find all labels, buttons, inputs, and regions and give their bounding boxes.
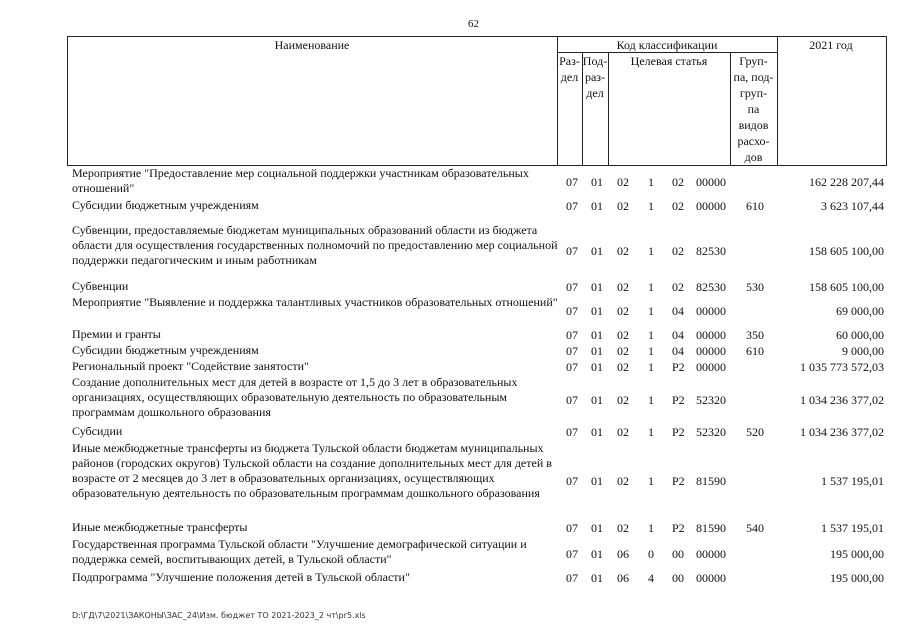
table-row [0,198,905,214]
table-row [0,375,905,424]
row-code-t2: 1 [648,244,654,258]
row-amount: 60 000,00 [836,328,884,342]
row-name: Подпрограмма "Улучшение положения детей в Тульской области" [72,570,410,584]
file-path-footer: D:\ГД\7\2021\ЗАКОНЫ\ЗАС_24\Изм. бюджет ТО 2021-2023_2 чт\pr5.xls [72,611,366,620]
row-code-t4: 00000 [696,175,726,189]
row-code-t2: 1 [648,280,654,294]
table-row [0,537,905,570]
row-code-rz: 07 [566,547,578,561]
header-section-line: Раз- [559,54,580,68]
row-code-t4: 00000 [696,571,726,585]
table-row [0,441,905,520]
row-amount: 1 034 236 377,02 [800,425,884,439]
table-row [0,520,905,536]
row-code-t2: 0 [648,547,654,561]
row-code-rz: 07 [566,328,578,342]
row-code-t3: 04 [672,328,684,342]
row-amount: 69 000,00 [836,304,884,318]
row-code-pr: 01 [591,360,603,374]
header-group-line: груп- [739,86,768,100]
header-group-line: па, под- [733,70,774,84]
row-code-t1: 02 [617,280,629,294]
row-name: Субсидии [72,424,123,438]
row-code-t4: 00000 [696,547,726,561]
row-code-t1: 02 [617,393,629,407]
row-code-t4: 00000 [696,304,726,318]
row-amount: 3 623 107,44 [821,199,884,213]
row-code-t2: 1 [648,304,654,318]
row-name: Иные межбюджетные трансферты [72,520,248,534]
row-code-t4: 00000 [696,328,726,342]
row-amount: 195 000,00 [830,547,884,561]
row-code-t1: 02 [617,521,629,535]
row-code-t3: 02 [672,280,684,294]
header-target: Целевая статья [630,54,708,68]
row-code-vr: 350 [746,328,764,342]
row-code-pr: 01 [591,304,603,318]
row-code-rz: 07 [566,304,578,318]
row-code-t1: 02 [617,244,629,258]
row-code-t2: 1 [648,425,654,439]
row-amount: 162 228 207,44 [809,175,884,189]
row-amount: 9 000,00 [842,344,884,358]
row-code-t3: P2 [672,521,685,535]
row-name: Государственная программа Тульской области "Улучшение демографической ситуации и поддержка семей, воспитывающих детей, в Тульской области" [72,537,527,566]
row-code-t4: 52320 [696,425,726,439]
row-code-t3: P2 [672,425,685,439]
row-name: Субвенции [72,279,129,293]
row-code-t2: 1 [648,328,654,342]
row-code-rz: 07 [566,474,578,488]
row-name: Иные межбюджетные трансферты из бюджета Тульской области бюджетам муниципальных районов (городских округов) Тульской области на создание дополнительных мест для детей в возрасте от 2 месяцев до 3 лет в образовательных организациях, осуществляющих образовательную деятельность по образовательным программам дошкольного образования [72,441,552,500]
row-code-vr: 540 [746,521,764,535]
row-code-t4: 82530 [696,280,726,294]
row-code-rz: 07 [566,393,578,407]
row-code-t3: P2 [672,474,685,488]
row-code-rz: 07 [566,425,578,439]
header-subsection-line: Под- [582,54,608,68]
row-code-vr: 520 [746,425,764,439]
table-row [0,327,905,343]
header-group-line: Груп- [739,54,768,68]
row-amount: 1 035 773 572,03 [800,360,884,374]
row-code-t3: P2 [672,393,685,407]
row-code-t2: 1 [648,175,654,189]
row-code-vr: 530 [746,280,764,294]
column-divider [777,36,778,165]
row-code-t2: 1 [648,360,654,374]
header-section-line: дел [560,70,579,84]
row-code-pr: 01 [591,393,603,407]
row-code-t1: 06 [617,571,629,585]
row-code-vr: 610 [746,199,764,213]
table-row [0,295,905,327]
row-code-pr: 01 [591,571,603,585]
row-name: Мероприятие "Выявление и поддержка талантливых участников образовательных отношений" [72,295,558,309]
row-code-t4: 81590 [696,521,726,535]
row-code-t4: 82530 [696,244,726,258]
row-code-t2: 1 [648,344,654,358]
row-code-t3: 02 [672,175,684,189]
row-code-rz: 07 [566,571,578,585]
row-code-t3: P2 [672,360,685,374]
row-code-rz: 07 [566,280,578,294]
row-amount: 158 605 100,00 [809,280,884,294]
page-number: 62 [468,18,479,30]
row-code-t2: 1 [648,199,654,213]
header-group-line: видов [738,118,769,132]
row-name: Субвенции, предоставляемые бюджетам муниципальных образований области из бюджета области для осуществления государственных полномочий по предоставлению мер социальной поддержки педагогическим и иным работникам [72,223,558,267]
row-name: Субсидии бюджетным учреждениям [72,198,259,212]
row-name: Создание дополнительных мест для детей в возрасте от 1,5 до 3 лет в образовательных организациях, осуществляющих образовательную деятельность по образовательным программам дошкольного образования [72,375,518,419]
row-code-t3: 02 [672,244,684,258]
table-row [0,343,905,359]
row-code-t1: 02 [617,199,629,213]
header-name: Наименование [274,38,350,52]
table-row [0,279,905,295]
row-code-pr: 01 [591,547,603,561]
row-code-rz: 07 [566,360,578,374]
row-name: Премии и гранты [72,327,161,341]
row-code-t1: 06 [617,547,629,561]
header-classification: Код классификации [616,38,718,52]
table-row [0,223,905,279]
row-amount: 158 605 100,00 [809,244,884,258]
row-code-t1: 02 [617,328,629,342]
row-code-rz: 07 [566,344,578,358]
row-code-pr: 01 [591,521,603,535]
row-code-t1: 02 [617,344,629,358]
row-code-pr: 01 [591,344,603,358]
row-code-t4: 52320 [696,393,726,407]
row-code-pr: 01 [591,175,603,189]
header-year: 2021 год [809,38,853,52]
table-row [0,166,905,198]
row-code-rz: 07 [566,521,578,535]
header-subsection [582,53,608,101]
row-code-pr: 01 [591,474,603,488]
row-code-t1: 02 [617,425,629,439]
row-code-t1: 02 [617,175,629,189]
table-row [0,424,905,440]
row-amount: 1 537 195,01 [821,521,884,535]
row-code-t1: 02 [617,360,629,374]
header-group-line: дов [744,150,763,164]
header-section [557,53,582,85]
row-code-rz: 07 [566,244,578,258]
row-code-t1: 02 [617,304,629,318]
row-code-t2: 4 [648,571,654,585]
row-code-t4: 00000 [696,199,726,213]
row-code-t2: 1 [648,474,654,488]
row-code-pr: 01 [591,199,603,213]
row-code-t3: 04 [672,344,684,358]
row-code-t4: 00000 [696,344,726,358]
row-code-t3: 00 [672,571,684,585]
row-name: Субсидии бюджетным учреждениям [72,343,259,357]
row-name: Мероприятие "Предоставление мер социальной поддержки участникам образовательных отношений" [72,166,529,195]
table-row [0,570,905,586]
header-subsection-line: дел [586,86,604,100]
row-code-t2: 1 [648,521,654,535]
row-code-pr: 01 [591,280,603,294]
row-code-rz: 07 [566,175,578,189]
table-row [0,359,905,375]
row-code-t1: 02 [617,474,629,488]
row-code-t3: 02 [672,199,684,213]
row-code-t4: 81590 [696,474,726,488]
row-amount: 1 034 236 377,02 [800,393,884,407]
row-amount: 195 000,00 [830,571,884,585]
header-group [730,53,777,165]
row-code-pr: 01 [591,244,603,258]
row-code-t4: 00000 [696,360,726,374]
row-code-pr: 01 [591,328,603,342]
row-code-rz: 07 [566,199,578,213]
row-code-t2: 1 [648,393,654,407]
row-code-pr: 01 [591,425,603,439]
row-code-t3: 04 [672,304,684,318]
row-code-vr: 610 [746,344,764,358]
row-code-t3: 00 [672,547,684,561]
header-group-line: па [747,102,760,116]
header-group-line: расхо- [737,134,770,148]
row-name: Региональный проект "Содействие занятости" [72,359,309,373]
header-subsection-line: раз- [584,70,606,84]
row-amount: 1 537 195,01 [821,474,884,488]
